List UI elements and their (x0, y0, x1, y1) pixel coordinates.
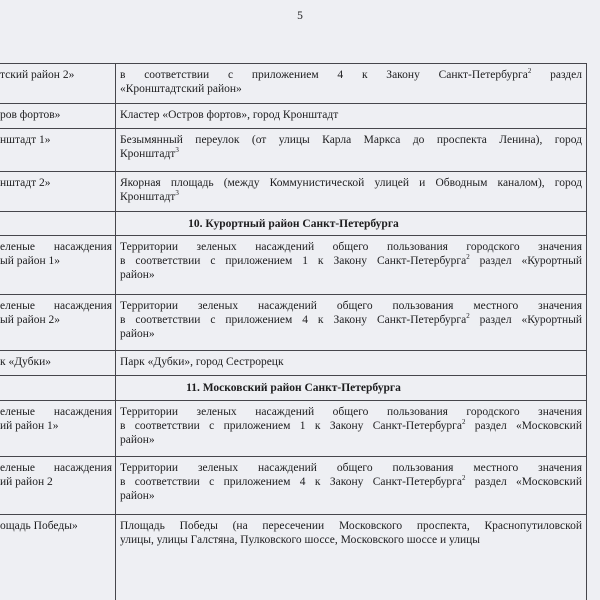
description-line (120, 533, 582, 547)
table-row-border (0, 350, 587, 351)
row-name-cell (0, 461, 112, 489)
table-row-border (0, 211, 587, 212)
description-text: Кронштадт (120, 191, 176, 203)
description-line (120, 433, 582, 447)
description-line (120, 461, 582, 475)
table-row-border (0, 514, 587, 515)
table-column-divider (115, 63, 116, 600)
row-name-line: ощадь Победы» (0, 520, 78, 532)
footnote-marker: 2 (466, 312, 470, 320)
description-line (120, 327, 582, 341)
row-description-cell (120, 299, 582, 341)
description-line (120, 190, 582, 204)
description-text: Территории зеленых насаждений общего пользования городского значения (120, 406, 582, 418)
row-name-cell (0, 299, 112, 327)
table-row-border (0, 375, 587, 376)
row-name-cell (0, 133, 112, 147)
row-description-cell (120, 176, 582, 204)
description-text-after: раздел «Московский (465, 476, 582, 488)
description-text: район» (120, 328, 155, 340)
row-name-line: нштадт 2» (0, 177, 51, 189)
row-name-cell (0, 240, 112, 268)
row-description-cell (120, 133, 582, 161)
description-text: улицы, улицы Галстяна, Пулковского шоссе, Московского шоссе и улицы (120, 534, 481, 546)
footnote-marker: 3 (175, 189, 179, 197)
description-line (120, 268, 582, 282)
row-description-cell (120, 461, 582, 503)
row-name-line: к «Дубки» (0, 356, 51, 368)
description-text: Территории зеленых насаждений общего пользования местного значения (120, 462, 582, 474)
row-name-line: ий район 1» (0, 420, 59, 432)
description-text: Кронштадт (120, 148, 176, 160)
description-text: Территории зеленых насаждений общего пользования местного значения (120, 300, 582, 312)
table-row-border (0, 294, 587, 295)
description-text-after: раздел (531, 69, 582, 81)
description-line (120, 419, 582, 433)
description-line (120, 68, 582, 82)
description-text: Кластер «Остров фортов», город Кронштадт (120, 109, 339, 121)
description-text-after: раздел «Курортный (469, 255, 582, 267)
row-description-cell (120, 519, 582, 547)
table-row-border (0, 171, 587, 172)
description-line (120, 299, 582, 313)
row-description-cell (120, 405, 582, 447)
row-name-cell (0, 68, 112, 82)
description-line (120, 405, 582, 419)
table-row-border (0, 456, 587, 457)
row-name-cell (0, 108, 112, 122)
description-text-after: раздел «Московский (465, 420, 582, 432)
row-description-cell (120, 355, 582, 369)
footnote-marker: 2 (527, 68, 532, 75)
description-text: в соответствии с приложением 4 к Закону Санкт-Петербурга (120, 69, 528, 81)
description-text: Якорная площадь (между Коммунистической улицей и Обводным каналом), город (120, 177, 582, 189)
row-name-line: еленые насаждения (0, 462, 112, 474)
description-line (120, 475, 582, 489)
description-line (120, 176, 582, 190)
section-heading: 11. Московский район Санкт-Петербурга (186, 382, 401, 394)
row-name-line: нштадт 1» (0, 134, 51, 146)
row-description-cell (120, 108, 582, 122)
footnote-marker: 2 (461, 418, 466, 426)
description-text: в соответствии с приложением 1 к Закону Санкт-Петербурга (120, 255, 467, 267)
row-name-line: еленые насаждения (0, 300, 112, 312)
row-name-line: ров фортов» (0, 109, 61, 121)
description-text: в соответствии с приложением 4 к Закону Санкт-Петербурга (120, 314, 467, 326)
row-name-cell (0, 176, 112, 190)
table-row-border (0, 128, 587, 129)
description-line (120, 133, 582, 147)
row-description-cell (120, 68, 582, 96)
footnote-marker: 2 (461, 474, 466, 482)
description-line (120, 240, 582, 254)
table-row-border (0, 400, 587, 401)
row-name-line: ый район 1» (0, 255, 61, 267)
description-line (120, 489, 582, 503)
row-name-line: ый район 2» (0, 314, 61, 326)
table-right-border (586, 63, 587, 600)
table-row-border (0, 235, 587, 236)
row-name-line: ий район 2 (0, 476, 53, 488)
row-name-line: тский район 2» (0, 69, 75, 81)
description-text: в соответствии с приложением 4 к Закону Санкт-Петербурга (120, 476, 462, 488)
description-line (120, 355, 582, 369)
description-text: Парк «Дубки», город Сестрорецк (120, 356, 284, 368)
description-text: в соответствии с приложением 1 к Закону Санкт-Петербурга (120, 420, 462, 432)
description-text: Площадь Победы (на пересечении Московского проспекта, Краснопутиловской (120, 520, 582, 532)
description-text: район» (120, 490, 155, 502)
description-text: район» (120, 269, 155, 281)
table-row-border (0, 103, 587, 104)
description-line (120, 147, 582, 161)
description-line (120, 313, 582, 327)
description-text-after: раздел «Курортный (469, 314, 582, 326)
table-row-border (0, 63, 587, 64)
row-name-cell (0, 519, 112, 533)
row-name-cell (0, 355, 112, 369)
description-line (120, 519, 582, 533)
row-name-line: еленые насаждения (0, 406, 112, 418)
description-line (120, 82, 582, 96)
description-text: Безымянный переулок (от улицы Карла Маркса до проспекта Ленина), город (120, 134, 582, 146)
description-text: Территории зеленых насаждений общего пользования городского значения (120, 241, 582, 253)
row-description-cell (120, 240, 582, 282)
section-heading: 10. Курортный район Санкт-Петербурга (188, 218, 399, 230)
description-line (120, 254, 582, 268)
footnote-marker: 2 (466, 253, 470, 261)
description-text: район» (120, 434, 155, 446)
page-number: 5 (297, 10, 303, 22)
description-line (120, 108, 582, 122)
description-text: «Кронштадтский район» (120, 83, 242, 95)
row-name-line: еленые насаждения (0, 241, 112, 253)
footnote-marker: 3 (175, 146, 179, 154)
row-name-cell (0, 405, 112, 433)
